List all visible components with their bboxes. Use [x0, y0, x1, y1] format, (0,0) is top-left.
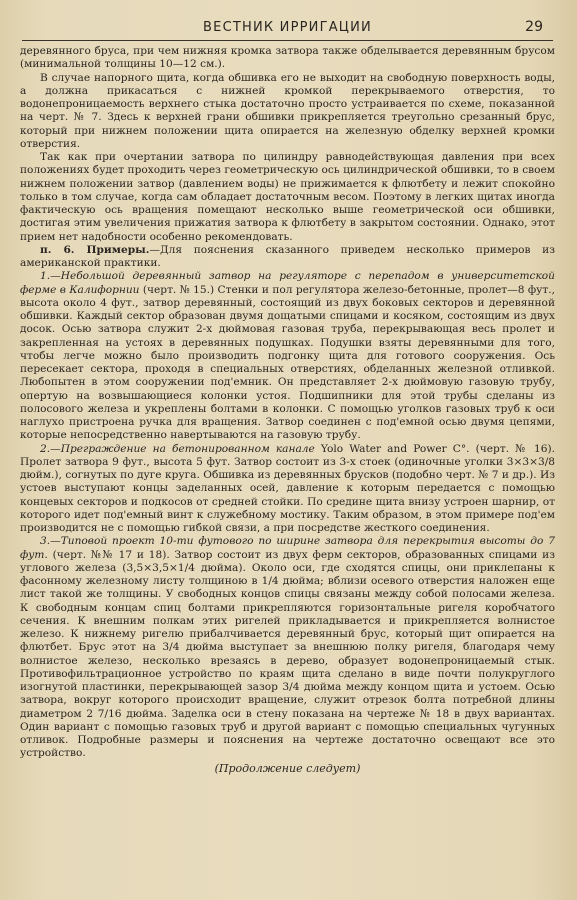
section-heading: п. 6. Примеры.	[40, 243, 150, 256]
example-heading: 2.—Преграждение на бетонированном канале	[40, 442, 315, 455]
article-body	[20, 45, 555, 761]
paragraph-text: Так как при очертании затвора по цилиндру равнодействующая давления при всех положениях будет проходить через геометрическую ось цилиндрической обшивки, то в своем нижнем положении затвор (давлением воды) не прижимается к флютбету и лежит спокойно только в том случае, когда сам обладает достаточным весом. Поэтому в легких щитах иногда фактическую ось вращения помещают несколько выше геометрической оси обшивки, достигая этим увеличения прижатия затвора к флютбету в закрытом состоянии. Однако, этот прием нет надобности особенно рекомендовать.	[20, 151, 555, 243]
paragraph-example-3	[20, 535, 555, 760]
continuation-note: (Продолжение следует)	[214, 761, 361, 775]
paragraph-text: (черт. № 15.) Стенки и пол регулятора железо-бетонные, пролет—8 фут., высота около 4 фут., затвор деревянный, состоящий из двух боковых секторов и деревянной обшивки. Каждый сектор образован двумя дощатыми спицами и косяком, состоящим из двух досок. Осью затвора служит 2-х дюймовая газовая труба, перекрывающая весь пролет и закрепленная на устоях в деревянных подушках. Подушки взяты деревянными для того, чтобы легче можно было производить подгонку щита для готового сооружения. Ось пересекает сектора, проходя в специальных отверстиях, обделанных железной отливкой. Любопытен в этом сооружении под'емник. Он представляет 2-х дюймовую газовую трубу, опертую на возвышающиеся колонки устоя. Подшипники для этой трубы сделаны из полосового железа и укреплены болтами в колонки. С помощью уголков газовых труб к оси наглухо пристроена ручка для вращения. Затвор соединен с под'емной осью двумя цепями, которые непосредственно навертываются на газовую трубу.	[20, 283, 555, 442]
paragraph-example-2	[20, 443, 555, 536]
paragraph-1	[20, 45, 555, 72]
paragraph-example-1	[20, 270, 555, 442]
paragraph-text: —Для пояснения сказанного приведем несколько примеров из американской практики.	[20, 243, 555, 269]
page-number: 29	[525, 19, 543, 35]
paragraph-text: В случае напорного щита, когда обшивка его не выходит на свободную поверхность воды, а должна прикасаться с нижней кромкой перекрываемого отверстия, то водонепроницаемость верхнего стыка достаточно просто устраивается по схеме, показанной на черт. № 7. Здесь к верхней грани обшивки прикрепляется треугольно срезанный брус, который при нижнем положении щита опирается на железную обделку верхней кромки отверстия.	[20, 71, 555, 150]
paragraph-text: деревянного бруса, при чем нижняя кромка затвора также обделывается деревянным брусом (минимальной толщины 10—12 см.).	[20, 45, 555, 71]
paragraph-text: (черт. №№ 17 и 18). Затвор состоит из двух ферм секторов, образованных спицами из углового железа (3,5×3,5×1/4 дюйма). Около оси, где сходятся спицы, они приклепаны к фасонному железному листу толщиною в 1/4 дюйма; вблизи осевого отверстия наложен еще лист такой же толщины. У свободных концов спицы связаны между собой полосами железа. К свободным концам спиц болтами прикрепляются горизонтальные ригеля коробчатого сечения. К внешним полкам этих ригелей прикладывается и прикрепляется волнистое железо. К нижнему ригелю прибалчивается деревянный брус, который щит опирается на флютбет. Брус этот на 3/4 дюйма выступает за внешнюю полку ригеля, благодаря чему волнистое железо, несколько врезаясь в дерево, образует водонепроницаемый стык. Противофильтрационное устройство по краям щита сделано в виде почти полукруглого изогнутой пластинки, перекрывающей зазор 3/4 дюйма между концом щита и устоем. Осью затвора, вокруг которого происходит вращение, служит отрезок болта потребной длины диаметром 2 7/16 дюйма. Заделка оси в стену показана на чертеже № 18 в двух вариантах. Один вариант с помощью газовых труб и другой вариант с помощью специальных чугунных отливок. Подробные размеры и пояснения на чертеже достаточно освещают все это устройство.	[20, 548, 555, 760]
paragraph-2	[20, 72, 555, 152]
paragraph-section-examples	[20, 244, 555, 271]
example-heading: 3.—Типовой проект 10-ти футового по ширине затвора для перекрытия высоты до 7 фут.	[20, 535, 555, 561]
example-heading: 1.—Небольшой деревянный затвор на регуляторе с перепадом в университетской ферме в Калифорнии	[20, 270, 555, 296]
running-header	[22, 18, 553, 41]
paragraph-3	[20, 151, 555, 244]
paragraph-text: Yolo Water and Power C°. (черт. № 16). Пролет затвора 9 фут., высота 5 фут. Затвор состоит из 3-х стоек (одиночные уголки 3×3×3/8 дюйм.), согнутых по дуге круга. Обшивка из деревянных брусков (подобно черт. № 7 и др.). Из устоев выступают концы заделанных осей, давление к которым передается с помощью концевых секторов и подкосов от средней стойки. По средине щита внизу устроен шарнир, от которого идет под'емный винт к служебному мостику. Таким образом, в этом примере под'ем производится не с помощью гибкой связи, а при посредстве жесткого соединения.	[20, 442, 555, 534]
journal-title: ВЕСТНИК ИРРИГАЦИИ	[203, 20, 372, 35]
